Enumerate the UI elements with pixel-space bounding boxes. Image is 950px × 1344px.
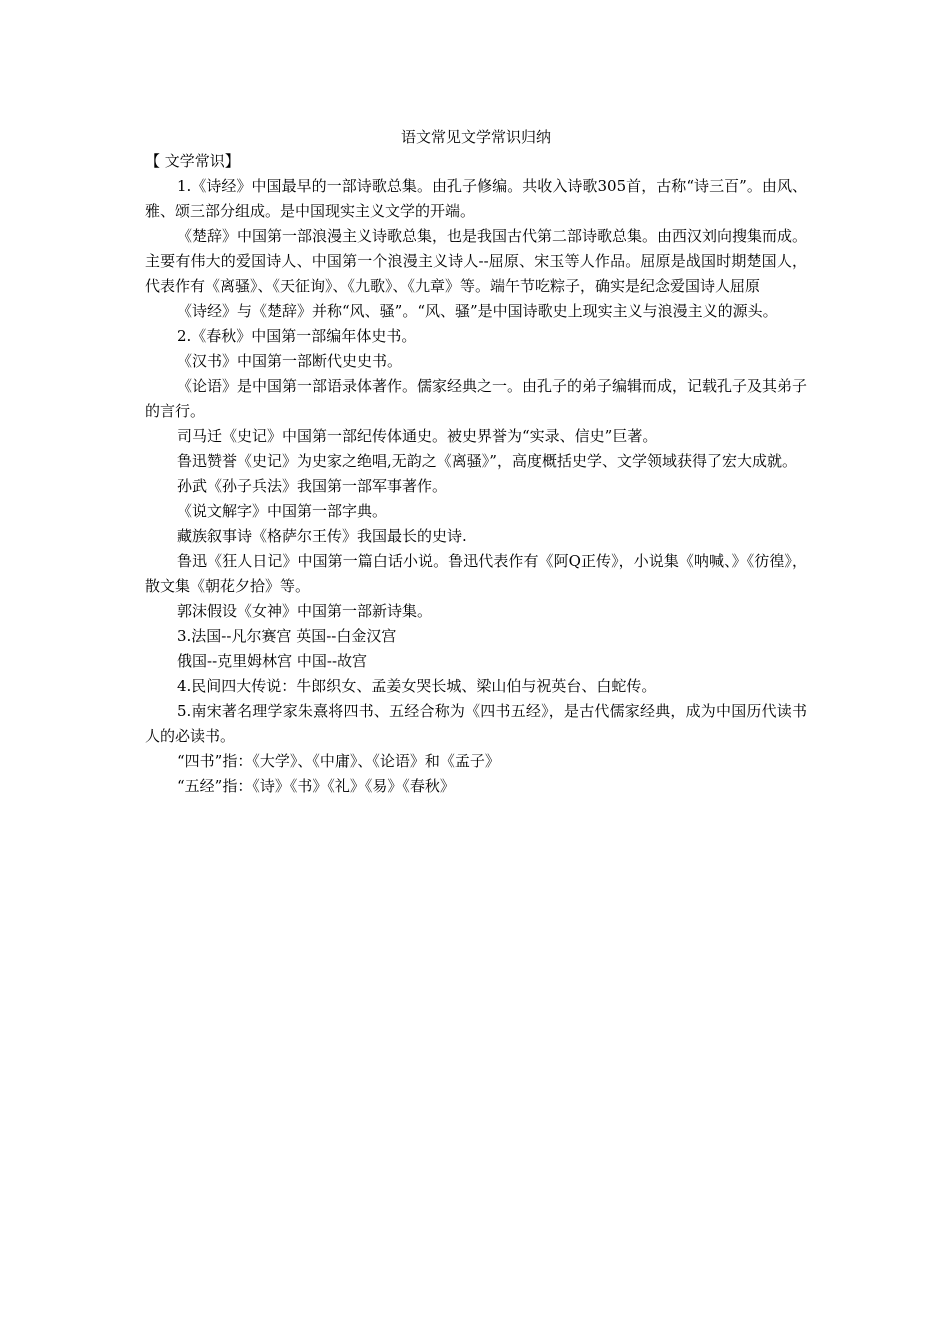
paragraph-nvshen: 郭沫假设《女神》中国第一部新诗集。 — [177, 602, 433, 620]
section-heading: 【 文学常识】 — [145, 152, 240, 170]
paragraph-chunqiu: 2.《春秋》中国第一部编年体史书。 — [177, 327, 417, 345]
paragraph-luxun-shiji: 鲁迅赞誉《史记》为史家之绝唱,无韵之《离骚》”，高度概括史学、文学领域获得了宏大成就。 — [177, 452, 797, 470]
paragraph-palaces-2: 俄国--克里姆林宫 中国--故宫 — [177, 652, 368, 670]
paragraph-palaces-1: 3.法国--凡尔赛宫 英国--白金汉宫 — [177, 627, 397, 645]
paragraph-luxun-works: 鲁迅《狂人日记》中国第一篇白话小说。鲁迅代表作有《阿Q正传》，小说集《呐喊、》《彷徨》，散文集《朝花夕拾》等。 — [145, 552, 807, 595]
paragraph-sunzi: 孙武《孙子兵法》我国第一部军事著作。 — [177, 477, 448, 495]
paragraph-legends: 4.民间四大传说：牛郎织女、孟姜女哭长城、梁山伯与祝英台、白蛇传。 — [177, 677, 657, 695]
document-title: 语文常见文学常识归纳 — [400, 128, 551, 146]
paragraph-wujing: “五经”指：《诗》《书》《礼》《易》《春秋》 — [177, 777, 455, 795]
paragraph-shuowen: 《说文解字》中国第一部字典。 — [177, 502, 388, 520]
paragraph-shijing: 1.《诗经》中国最早的一部诗歌总集。由孔子修编。共收入诗歌305首，古称“诗三百”。由风、雅、颂三部分组成。是中国现实主义文学的开端。 — [145, 177, 807, 220]
paragraph-sishu: “四书”指：《大学》、《中庸》、《论语》和《孟子》 — [177, 752, 500, 770]
paragraph-hanshu: 《汉书》中国第一部断代史史书。 — [177, 352, 403, 370]
document-page — [145, 125, 807, 799]
paragraph-sishu-wujing: 5.南宋著名理学家朱熹将四书、五经合称为《四书五经》，是古代儒家经典，成为中国历代读书人的必读书。 — [145, 702, 807, 745]
paragraph-chuci: 《楚辞》中国第一部浪漫主义诗歌总集，也是我国古代第二部诗歌总集。由西汉刘向搜集而成。主要有伟大的爱国诗人、中国第一个浪漫主义诗人--屈原、宋玉等人作品。屈原是战国时期楚国人，代表作有《离骚》、《天征询》、《九歌》、《九章》等。端午节吃粽子，确实是纪念爱国诗人屈原 — [145, 227, 808, 295]
paragraph-lunyu: 《论语》是中国第一部语录体著作。儒家经典之一。由孔子的弟子编辑而成，记载孔子及其弟子的言行。 — [145, 377, 808, 420]
paragraph-shiji: 司马迁《史记》中国第一部纪传体通史。被史界誉为“实录、信史”巨著。 — [177, 427, 658, 445]
paragraph-feng-sao: 《诗经》与《楚辞》并称“风、骚”。“风、骚”是中国诗歌史上现实主义与浪漫主义的源头。 — [177, 302, 778, 320]
paragraph-gesaer: 藏族叙事诗《格萨尔王传》我国最长的史诗. — [177, 527, 467, 545]
